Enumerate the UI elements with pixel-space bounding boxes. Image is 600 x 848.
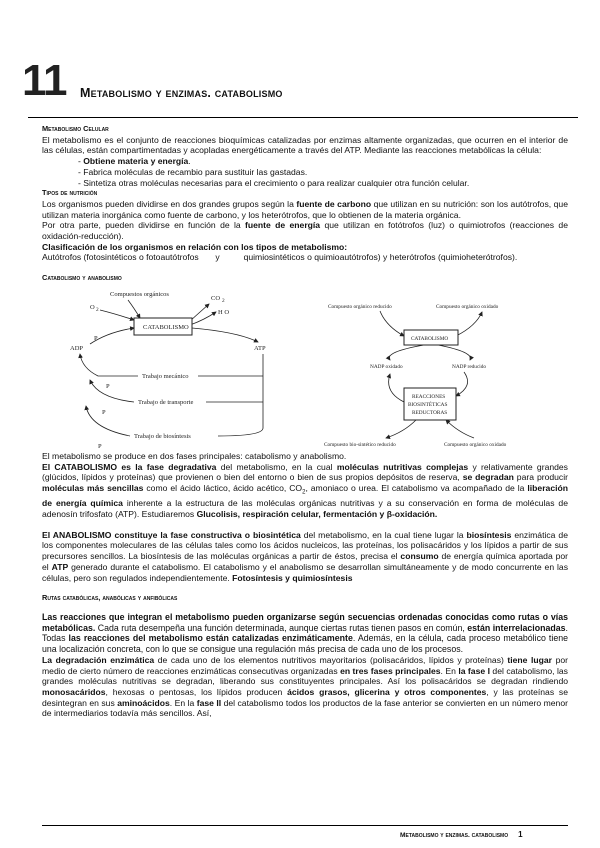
paragraph: El metabolismo es el conjunto de reacciones bioquímicas catalizadas por enzimas altamente organizadas, que ocurren en el interior de las células, están compartimentadas y acopladas energéticamente a través del ATP. Mediante las reacciones metabólicas la célula: — [42, 134, 568, 156]
text: Los organismos pueden dividirse en dos grandes grupos según la — [42, 198, 297, 209]
bold-text: El CATABOLISMO es la fase degradativa — [42, 461, 217, 472]
label-organico-oxidado: Compuesto orgánico oxidado — [436, 303, 499, 310]
label-reacciones: REACCIONES — [412, 393, 446, 400]
subscript: 2 — [302, 489, 306, 496]
page-footer — [400, 830, 523, 839]
text: y relativamente grandes (glúcidos, lípidos y proteínas) que provienen o bien del entorno o bien de sus propios depósitos de reserva, — [42, 461, 568, 483]
arrow — [80, 354, 138, 376]
label-pi: P — [102, 408, 106, 416]
arrow — [190, 304, 209, 321]
energy-flow-diagram — [68, 288, 283, 451]
arrow — [190, 312, 216, 325]
paragraph-anabolismo — [42, 530, 568, 584]
page-number: 1 — [518, 830, 523, 839]
bold-text: monosacáridos — [42, 686, 106, 697]
header-rule — [28, 117, 578, 118]
bold-text: Glucolisis, respiración celular, fermentación y β-oxidación. — [196, 509, 438, 520]
arrow — [446, 420, 474, 438]
text: Cada ruta desempeña una función determinada, aunque ciertas rutas tienen pasos en común, — [95, 622, 468, 633]
paragraph — [42, 220, 568, 241]
running-title: Metabolismo y enzimas. catabolismo — [400, 832, 509, 839]
text: que utilizan en su nutrición: son los autótrofos, que utilizan materia inorgánica como fuente de carbono, y los heterótrofos, que lo obtienen de la materia orgánica. — [42, 198, 568, 220]
text: , y las proteínas se desintegran en sus — [42, 686, 568, 708]
section-title-rutas: Rutas catabólicas, anabólicas y anfibólicas — [42, 593, 178, 603]
arrow — [380, 311, 404, 336]
arrow — [456, 312, 482, 336]
label-adp: ADP — [70, 344, 84, 352]
text: enzimática de los componentes moleculares de las células tales como los ácidos nucleicos, las proteínas, los polisacáridos y los lípidos a partir de sus precursores sencillos. La biosíntesis de las moléculas orgánicas a partir de éstos, precisa el — [42, 529, 568, 562]
footer-rule — [42, 825, 568, 826]
text: del catabolismo todos los productos de la fase anterior se convierten en un número menor de intermediarios todavía más sencillos. Así, — [42, 697, 568, 719]
list-item: - Obtiene materia y energía. — [78, 156, 191, 167]
bold-text: El ANABOLISMO constituye la fase constructiva o biosintética — [42, 529, 301, 540]
bold-text: fase II — [196, 697, 222, 708]
text: por medio de cierto número de reacciones enzimáticas consecutivas organizadas — [42, 654, 568, 676]
bold-text: están interrelacionadas — [467, 622, 566, 633]
arrow — [100, 310, 134, 320]
chapter-number: 11 — [22, 56, 67, 105]
paragraph-catabolismo — [42, 462, 568, 520]
label-co2: CO — [211, 294, 221, 302]
label-o2: O — [90, 303, 95, 311]
label-h2o: H O — [218, 308, 230, 316]
bold-text: fuente de energía — [245, 220, 321, 231]
label-atp: ATP — [254, 344, 266, 352]
bold-text: liberación de energía química — [42, 482, 568, 509]
bold-text: moléculas nutritivas complejas — [336, 461, 469, 472]
bold-text: moléculas más sencillas — [42, 482, 144, 493]
bold-text: fuente de carbono — [296, 198, 372, 209]
arrow — [386, 420, 416, 438]
label-nadp-reducido: NADP reducido — [452, 363, 487, 370]
list-item: - Fabrica moléculas de recambio para sustituir las gastadas. — [78, 166, 308, 177]
arrow — [192, 328, 258, 342]
text: del metabolismo, en la cual tiene lugar la — [300, 529, 467, 540]
text: de cada uno de los elementos nutritivos mayoritarios (polisacáridos, lípidos y proteínas) — [154, 654, 508, 665]
arrow — [86, 406, 130, 436]
text: . Además, en la célula, cada proceso metabólico tiene una localización concreta, con lo que se consigue una regulación más precisa de cada uno de los procesos. — [42, 633, 568, 655]
text: . En la — [169, 697, 197, 708]
arrow — [389, 374, 404, 402]
label-o2-sub: 2 — [96, 306, 99, 313]
label-biosintetico-reducido: Compuesto bio-sintético reducido — [324, 441, 396, 448]
paragraph: El metabolismo se produce en dos fases principales: catabolismo y anabolismo. — [42, 450, 347, 461]
text: Por otra parte, pueden dividirse en función de la — [42, 220, 246, 231]
arrow — [389, 345, 424, 360]
bold-text: se degradan — [462, 472, 514, 483]
section-title-metabolismo-celular: Metabolismo Celular — [42, 124, 109, 133]
text: . Todas — [42, 622, 568, 644]
label-catabolismo: CATABOLISMO — [143, 323, 189, 331]
chapter-header — [22, 56, 578, 116]
label-pi: P — [94, 334, 98, 342]
label-trabajo-biosintesis: Trabajo de biosíntesis — [134, 432, 191, 440]
text: para producir — [513, 472, 568, 483]
bold-text: La degradación enzimática — [42, 654, 155, 665]
text: como el ácido láctico, ácido acético, CO — [143, 482, 303, 493]
list-item-bold: Obtiene materia y energía — [83, 156, 189, 167]
text: generado durante el catabolismo. El catabolismo y el anabolismo se desarrollan simultáneamente y de modo concurrente en las células, pero son regulados independientemente. — [42, 561, 569, 583]
arrow — [128, 300, 140, 318]
label-reductoras: REDUCTORAS — [412, 409, 448, 416]
bold-text: Clasificación de los organismos en relación con los tipos de metabolismo: — [42, 241, 348, 252]
bold-text: ácidos grasos, glicerina y otros componentes — [287, 686, 487, 697]
label-biosinteticas: BIOSINTÉTICAS — [408, 401, 448, 408]
bold-text: en tres fases principales — [340, 665, 441, 676]
bold-text: Las reacciones que integran el metabolismo pueden organizarse según secuencias ordenadas conocidas como rutas o vías metabólicas. — [42, 612, 568, 633]
label-organico-reducido: Compuesto orgánico reducido — [328, 303, 392, 310]
paragraph-degradacion — [42, 655, 568, 719]
list-item: - Sintetiza otras moléculas necesarias para el crecimiento o para realizar cualquier otra función celular. — [78, 177, 470, 188]
bold-text: aminoácidos — [117, 697, 170, 708]
label-pi: P — [106, 382, 110, 390]
main-content — [42, 124, 568, 719]
paragraph-rutas — [42, 612, 568, 655]
bold-text: biosíntesis — [466, 529, 512, 540]
text: inherente a la estructura de las moléculas orgánicas nutritivas y a su conservación en forma de moléculas de adenosín trifosfato (ATP). Estudiaremos — [42, 498, 568, 520]
label-co2-sub: 2 — [222, 297, 225, 304]
text: , amoniaco o urea. El catabolismo va acompañado de la — [305, 482, 528, 493]
text: del catabolismo, las grandes moléculas nutritivas se degradan, liberando sus constituyentes principales. Así los polisacáridos se degradan rindiendo — [42, 665, 568, 687]
text: . En — [440, 665, 459, 676]
label-trabajo-mecanico: Trabajo mecánico — [142, 372, 189, 380]
text: , hexosas o pentosas, los lípidos producen — [105, 686, 288, 697]
bold-text: consumo — [400, 551, 439, 562]
diagrams-area — [42, 288, 568, 451]
label-nadp-oxidado: NADP oxidado — [370, 363, 403, 370]
label-catabolismo: CATABOLISMO — [411, 335, 449, 342]
reducing-power-diagram — [324, 302, 554, 452]
connector-line — [218, 354, 263, 436]
bold-text: tiene lugar — [507, 654, 553, 665]
paragraph: Autótrofos (fotosintéticos o fotoautótrofos y quimiosintéticos o quimioautótrofos) y heterótrofos (quimioheterótrofos). — [42, 252, 518, 263]
paragraph-bold — [42, 242, 568, 253]
arrow — [456, 372, 468, 396]
section-title-catabolismo-anabolismo: Catabolismo y anabolismo — [42, 273, 122, 283]
text: de energía química aportada por el — [42, 551, 568, 572]
label-pi: P — [98, 442, 102, 450]
label-organico-oxidado-2: Compuesto orgánico oxidado — [444, 441, 507, 448]
bold-text: Fotosíntesis y quimiosíntesis — [232, 572, 353, 583]
paragraph — [42, 199, 568, 220]
bold-text: ATP — [51, 561, 69, 572]
bold-text: las reacciones del metabolismo están catalizadas enzimáticamente — [68, 633, 353, 644]
text: del metabolismo, en la cual — [216, 461, 337, 472]
section-title-tipos-nutricion: Tipos de nutrición — [42, 188, 98, 198]
label-compuestos-organicos: Compuestos orgánicos — [110, 290, 169, 298]
arrow — [90, 380, 134, 402]
text: que utilizan en fotótrofos (luz) o quimiotrofos (reacciones de oxidación-reducción). — [42, 220, 568, 242]
chapter-title: Metabolismo y enzimas. catabolismo — [80, 86, 283, 100]
arrow — [438, 345, 470, 360]
label-trabajo-transporte: Trabajo de transporte — [138, 398, 194, 406]
bold-text: la fase I — [458, 665, 490, 676]
